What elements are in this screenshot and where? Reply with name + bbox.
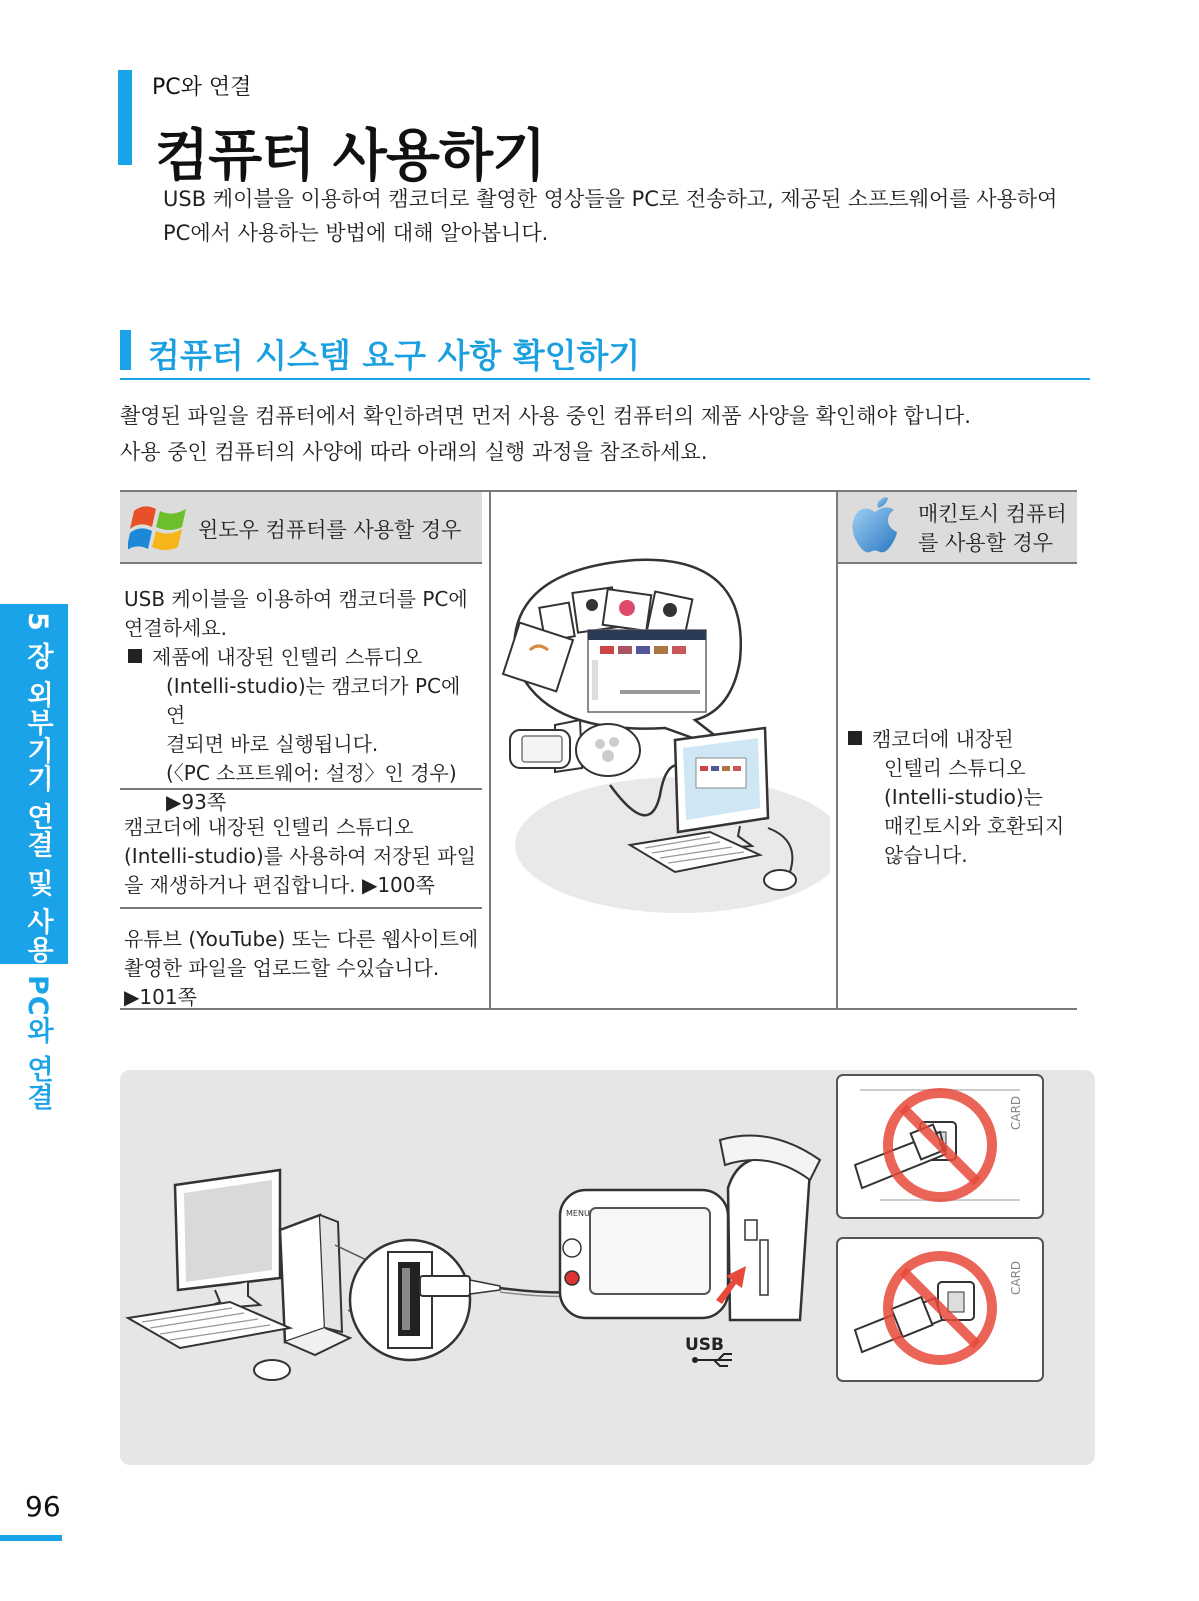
upload-line-2: 촬영한 파일을 업로드할 수있습니다. [124, 956, 440, 980]
mac-line-3: (Intelli-studio)는 [884, 785, 1043, 809]
connect-bullet-line-1: 제품에 내장된 인텔리 스튜디오 [152, 645, 423, 669]
windows-cell-upload [124, 925, 484, 1012]
chapter-topic-label: PC와 연결 [22, 975, 53, 1112]
table-col-divider-2 [836, 490, 838, 1010]
upload-page-ref: ▶101쪽 [124, 985, 197, 1009]
playback-line-1: 캠코더에 내장된 인텔리 스튜디오 [124, 815, 414, 839]
mac-bullet-item [848, 725, 1078, 754]
intro-line-1: USB 케이블을 이용하여 캠코더로 촬영한 영상들을 PC로 전송하고, 제공된 소프트웨어를 사용하여 [163, 187, 1058, 211]
square-bullet-icon [128, 649, 142, 663]
mac-cell-note [848, 725, 1078, 870]
menu-text: MENU [566, 1209, 590, 1218]
mac-line-1: 캠코더에 내장된 [872, 727, 1014, 751]
mac-line-4: 매킨토시와 호환되지 [884, 814, 1065, 838]
card-text-2: CARD [1009, 1260, 1023, 1295]
mac-line-5: 않습니다. [884, 843, 968, 867]
table-col-divider-1 [489, 490, 491, 1010]
section-underline [120, 378, 1090, 380]
page-number: 96 [25, 1490, 61, 1523]
apple-logo-icon [850, 496, 900, 556]
breadcrumb: PC와 연결 [152, 75, 252, 100]
table-header-divider-right [837, 562, 1077, 564]
connect-bullet-line-2: (Intelli-studio)는 캠코더가 PC에 연 [166, 674, 461, 727]
page-number-rule [0, 1535, 62, 1541]
section-body [120, 398, 1100, 470]
windows-cell-playback [124, 813, 484, 900]
usb-connection-illustration [120, 1070, 1095, 1465]
connect-bullet-line-4: (〈PC 소프트웨어: 설정〉인 경우) [166, 761, 457, 785]
connect-bullet-item [124, 643, 484, 672]
section-line-2: 사용 중인 컴퓨터의 사양에 따라 아래의 실행 과정을 참조하세요. [120, 440, 708, 464]
intro-text [163, 182, 1093, 250]
usb-symbol-icon [692, 1354, 732, 1366]
camcorder-pc-illustration [500, 550, 830, 920]
chapter-label: 5 장 외부기기 연결 및 사용 [22, 612, 53, 964]
mac-line-2: 인텔리 스튜디오 [884, 756, 1026, 780]
windows-logo-icon [128, 499, 190, 555]
table-header-divider-left [120, 562, 482, 564]
mac-header-label [918, 500, 1067, 558]
intro-line-2: PC에서 사용하는 방법에 대해 알아봅니다. [163, 221, 549, 245]
playback-line-2: (Intelli-studio)를 사용하여 저장된 파일 [124, 844, 476, 868]
card-text-1: CARD [1009, 1095, 1023, 1130]
section-line-1: 촬영된 파일을 컴퓨터에서 확인하려면 먼저 사용 중인 컴퓨터의 제품 사양을 확인해야 합니다. [120, 404, 971, 428]
section-title: 컴퓨터 시스템 요구 사항 확인하기 [148, 336, 641, 375]
mac-header-line-1: 매킨토시 컴퓨터 [918, 502, 1067, 526]
playback-line-3: 을 재생하거나 편집합니다. ▶100쪽 [124, 873, 435, 897]
table-row-divider-2 [120, 907, 482, 909]
mac-header-line-2: 를 사용할 경우 [918, 531, 1054, 555]
page-title: 컴퓨터 사용하기 [155, 124, 546, 189]
usb-text: USB [685, 1335, 725, 1355]
title-accent-bar [118, 70, 132, 165]
windows-header-label: 윈도우 컴퓨터를 사용할 경우 [198, 518, 462, 542]
connect-line-2: 연결하세요. [124, 616, 227, 640]
square-bullet-icon [848, 731, 862, 745]
connect-bullet-line-3: 결되면 바로 실행됩니다. [166, 732, 379, 756]
windows-cell-connect [124, 585, 484, 817]
upload-line-1: 유튜브 (YouTube) 또는 다른 웹사이트에 [124, 927, 479, 951]
section-accent-bar [120, 330, 131, 370]
table-top-border [120, 490, 1077, 492]
connect-page-ref: ▶93쪽 [166, 790, 227, 814]
connect-line-1: USB 케이블을 이용하여 캠코더를 PC에 [124, 587, 468, 611]
